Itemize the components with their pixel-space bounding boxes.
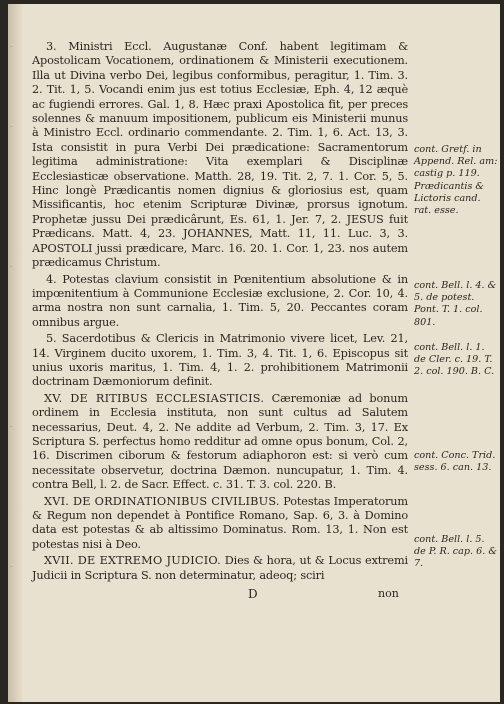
book-page	[8, 4, 500, 702]
paragraph-3: 3. Ministri Eccl. Augustanæ Conf. habent legitimam & Apostolicam Vocationem, ordinationem & Ministerii executionem. Illa ut Divina verbo Dei, legibus conformibus, peragitur, 1. Tim. 3. 2. Tit. 1, 5. Vocandi enim jus est totius Ecclesiæ, Eph. 4, 12 æquè ac fugiendi errores. Gal. 1, 8. Hæc praxi Apostolica fit, per preces solennes & manuum impositionem, publicum eis Ministerii munus à Ministro Eccl. ordinario commendante. 2. Tim. 1, 6. Act. 13, 3. Ista consistit in pura Verbi Dei prædicatione: Sacramentorum legitima administratione: Vita exemplari & Disciplinæ Ecclesiasticæ observatione. Matth. 28, 19. Tit. 2, 7. 1. Cor. 5, 5. Hinc longè Prædicantis nomen dignius & gloriosius est, quam Missificantis, hoc etenim Scripturæ Divinæ, prorsus ignotum. Prophetæ jussu Dei prædicârunt, Es. 61, 1. Jer. 7, 2. JESUS fuit Prædicans. Matt. 4, 23. JOHANNES, Matt. 11, 11. Luc. 3, 3. APOSTOLI jussi prædicare, Marc. 16. 20. 1. Cor. 1, 23. nos autem prædicamus Christum.	[32, 40, 408, 270]
main-text-column	[32, 40, 408, 585]
section-xvii-text: Dies & hora, ut & Locus extremi Judicii in Scriptura S. non determinatur, adeoq; sciri	[32, 554, 408, 582]
paragraph-5: 5. Sacerdotibus & Clericis in Matrimonio vivere licet, Lev. 21, 14. Virginem ducito uxorem, 1. Tim. 3, 4. Tit. 1, 6. Episcopus sit unius uxoris maritus, 1. Tim. 4, 1. 2. prohibitionem Matrimonii doctrinam Dæmoniorum definit.	[32, 332, 408, 389]
section-xv	[32, 392, 408, 493]
margin-note-1: cont. Gretf. in Append. Rel. am: castig p. 119. Prædicantis & Lictoris cand. rat. esse.	[414, 144, 498, 217]
section-xvii-heading: XVII. DE EXTREMO JUDICIO.	[44, 554, 221, 568]
section-xvi	[32, 495, 408, 553]
margin-note-2: cont. Bell. l. 4. & 5. de potest. Pont. T. 1. col. 801.	[414, 280, 497, 328]
section-xvi-heading: XVI. DE ORDINATIONIBUS CIVILIBUS.	[44, 494, 280, 508]
section-xv-heading: XV. DE RITIBUS ECCLESIASTICIS.	[44, 391, 265, 405]
paragraph-4: 4. Potestas clavium consistit in Pœnitentium absolutione & in impœnitentium à Communione Ecclesiæ exclusione, 2. Cor. 10, 4. arma nostra non sunt carnalia, 1. Tim. 5, 20. Peccantes coram omnibus argue.	[32, 272, 408, 329]
margin-note-4: cont. Conc. Trid. sess. 6. can. 13.	[414, 450, 496, 474]
section-xv-text: Cæremoniæ ad bonum ordinem in Ecclesia instituta, non sunt cultus ad Salutem necessarius, Deut. 4, 2. Ne addite ad Verbum, 2. Tim. 3, 17. Ex Scriptura S. perfectus homo redditur ad omne opus bonum, Col. 2, 16. Discrimen ciborum & festorum adiaphoron est: si verò cum necessitate observetur, doctrina Dæmon. nuncupatur, 1. Tim. 4. contra Bell, l. 2. de Sacr. Effect. c. 31. T. 3. col. 220. B.	[32, 391, 408, 492]
catchword: non	[378, 587, 399, 600]
margin-note-3: cont. Bell. l. 1. de Cler. c. 19. T. 2. col. 190. B. C.	[414, 342, 495, 378]
binding-gutter: · · · · ·	[8, 4, 22, 702]
signature-mark: D	[248, 587, 258, 601]
section-xvi-text: Potestas Imperatorum & Regum non dependet à Pontifice Romano, Sap. 6, 3. à Domino data est potestas & ab altissimo Dominatus. Rom. 13, 1. Non est potestas nisi à Deo.	[32, 494, 408, 551]
section-xvii	[32, 554, 408, 583]
margin-note-5: cont. Bell. l. 5. de P. R. cap. 6. & 7.	[414, 534, 497, 570]
